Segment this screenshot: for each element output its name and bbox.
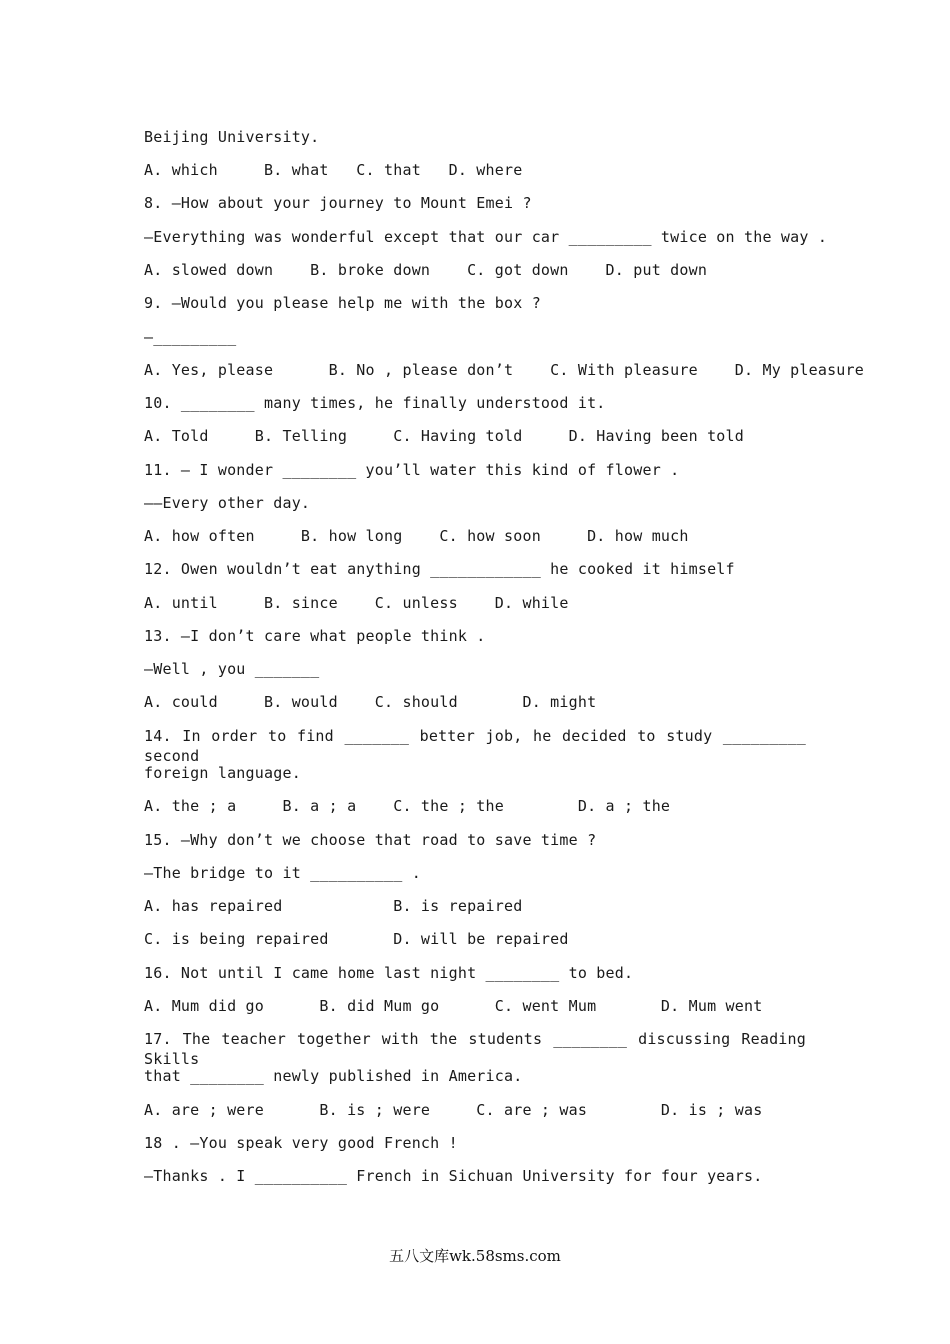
q15-options-row2: C. is being repaired D. will be repaired (144, 930, 569, 948)
q11-options: A. how often B. how long C. how soon D. how much (144, 527, 689, 545)
q14-options: A. the ; a B. a ; a C. the ; the D. a ; the (144, 797, 671, 815)
q13-options: A. could B. would C. should D. might (144, 693, 597, 711)
q8-options: A. slowed down B. broke down C. got down D. put down (144, 261, 708, 279)
q9-prompt: 9. —Would you please help me with the box ? (144, 294, 541, 312)
q13-prompt: 13. —I don’t care what people think . (144, 627, 486, 645)
q18-response: —Thanks . I __________ French in Sichuan University for four years. (144, 1167, 763, 1185)
q10-prompt: 10. ________ many times, he finally understood it. (144, 394, 606, 412)
q9-response-blank: —_________ (144, 328, 237, 346)
q12-prompt: 12. Owen wouldn’t eat anything ____________ he cooked it himself (144, 560, 735, 578)
q16-options: A. Mum did go B. did Mum go C. went Mum D. Mum went (144, 997, 763, 1015)
q11-prompt: 11. — I wonder ________ you’ll water this kind of flower . (144, 461, 680, 479)
q10-options: A. Told B. Telling C. Having told D. Having been told (144, 427, 744, 445)
q17-options: A. are ; were B. is ; were C. are ; was D. is ; was (144, 1101, 763, 1119)
q8-response: —Everything was wonderful except that our car _________ twice on the way . (144, 228, 828, 246)
text-line-continuation: Beijing University. (144, 128, 320, 146)
q11-response: ——Every other day. (144, 494, 311, 512)
q9-options: A. Yes, please B. No , please don’t C. With pleasure D. My pleasure (144, 361, 864, 379)
q15-prompt: 15. —Why don’t we choose that road to save time ? (144, 831, 597, 849)
q16-prompt: 16. Not until I came home last night ________ to bed. (144, 964, 634, 982)
q15-response: —The bridge to it __________ . (144, 864, 421, 882)
q15-options-row1: A. has repaired B. is repaired (144, 897, 523, 915)
q7-options: A. which B. what C. that D. where (144, 161, 523, 179)
q17-prompt: 17. The teacher together with the students ________ discussing Reading Skills (144, 1030, 806, 1068)
q18-prompt: 18 . —You speak very good French ! (144, 1134, 458, 1152)
page-footer: 五八文库wk.58sms.com (389, 1247, 561, 1265)
q17-prompt-continued: that ________ newly published in America. (144, 1067, 523, 1085)
q14-prompt: 14. In order to find _______ better job, he decided to study _________ second (144, 727, 806, 765)
q14-prompt-continued: foreign language. (144, 764, 301, 782)
q8-prompt: 8. —How about your journey to Mount Emei ? (144, 194, 532, 212)
q13-response: —Well , you _______ (144, 660, 320, 678)
q12-options: A. until B. since C. unless D. while (144, 594, 569, 612)
